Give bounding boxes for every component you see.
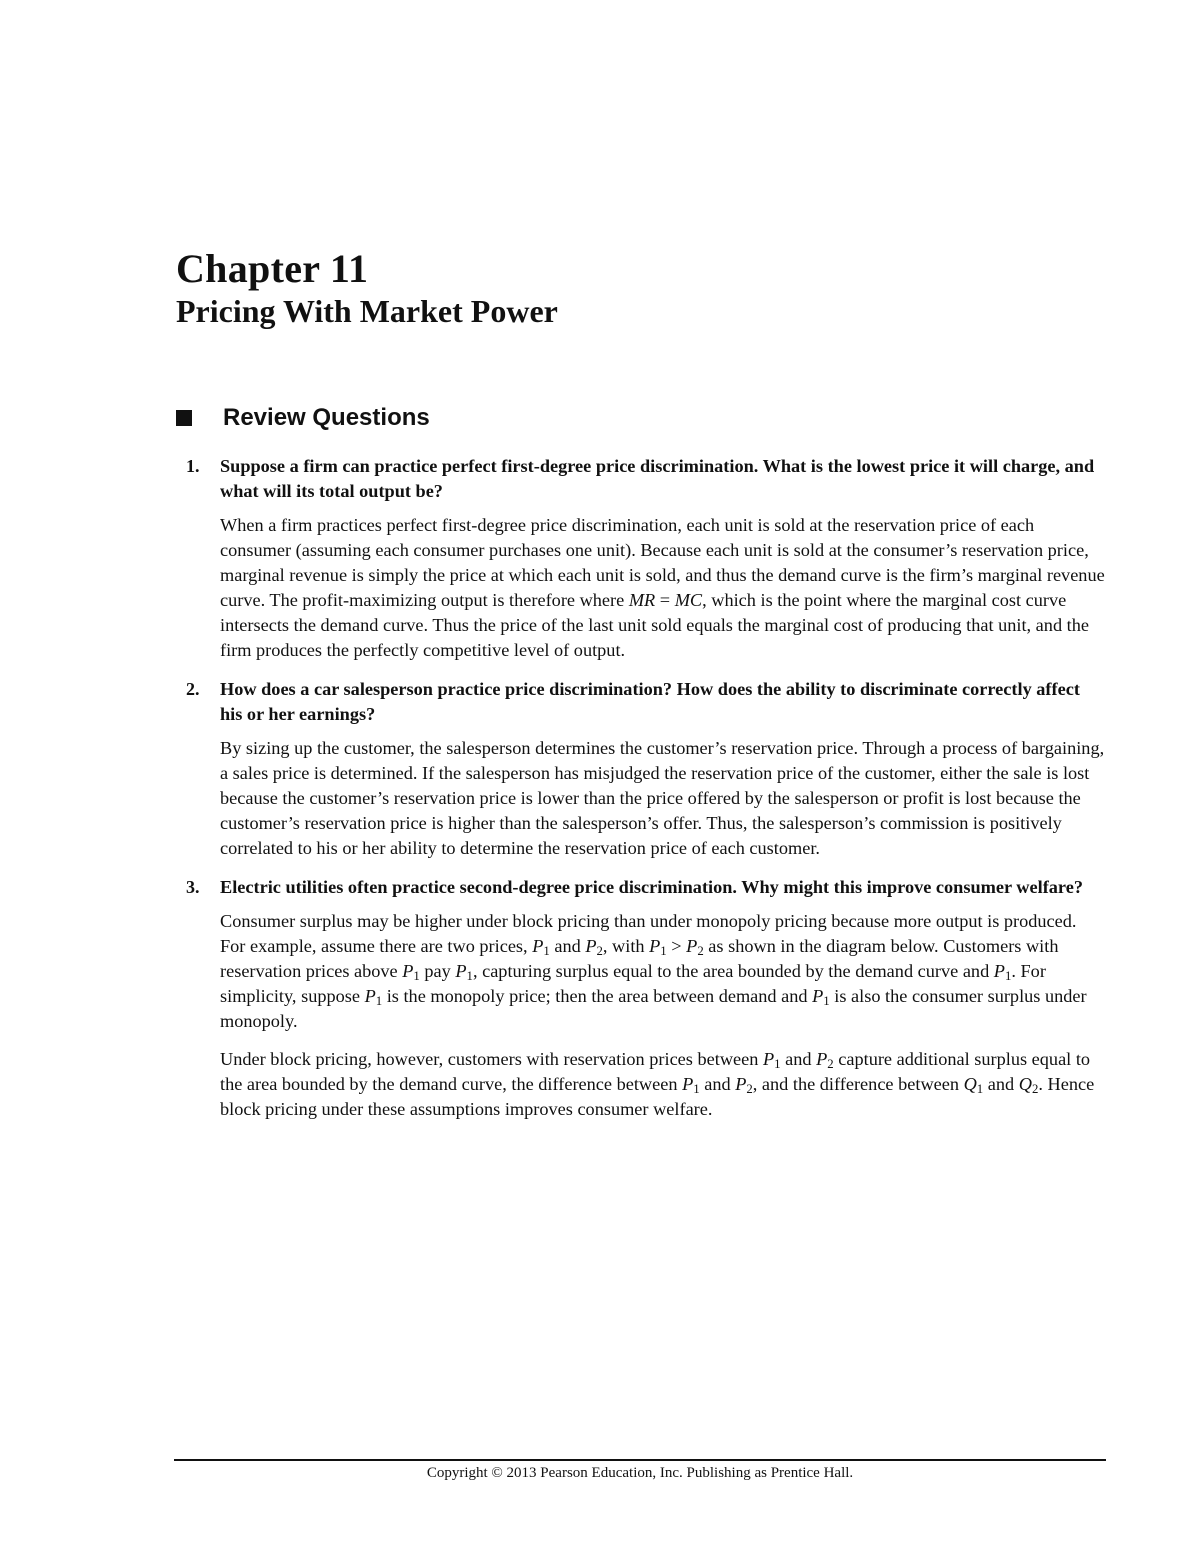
answer-text: capture additional surplus equal to the area bounded by the demand curve, the difference between: [220, 1049, 1091, 1094]
math-variable: P: [812, 986, 824, 1006]
subscript: 1: [375, 994, 383, 1009]
subscript: 2: [827, 1057, 834, 1072]
question-text: Suppose a firm can practice perfect first-degree price discrimination. What is the lowest price it will charge, and what will its total output be?: [220, 456, 1095, 501]
answer-text: Consumer surplus may be higher under block pricing than under monopoly pricing because more output is produced. For example, assume there are two prices,: [220, 911, 1077, 956]
answer-paragraph: By sizing up the customer, the salesperson determines the customer’s reservation price. Through a process of bargaining, a sales price is determined. If the salesperson has misjudged the reservation price of the customer, either the sale is lost because the customer’s reservation price is lower than the price offered by the salesperson or profit is lost because the customer’s reservation price is higher than the salesperson’s offer. Thus, the salesperson’s commission is positively correlated to his or her ability to determine the reservation price of each customer.: [220, 738, 1105, 858]
math-variable: P: [686, 936, 698, 956]
answer-text: as shown in the diagram below. Customers with reservation prices above: [220, 936, 1059, 981]
answer-text: and: [983, 1074, 1019, 1094]
math-variable: P: [649, 936, 661, 956]
answer-text: When a firm practices perfect first-degree price discrimination, each unit is sold at the reservation price of each consumer (assuming each consumer purchases one unit). Because each unit is sold at the consumer’s reservation price, marginal revenue is simply the price at which each unit is sold, and thus the demand curve is the firm’s marginal revenue curve. The profit-maximizing output is therefore where: [220, 515, 1105, 610]
math-variable: P: [682, 1074, 694, 1094]
question-number: 3.: [186, 877, 200, 897]
answer-text: , with: [602, 936, 650, 956]
section-heading-text: Review Questions: [223, 404, 430, 431]
answer-paragraph: [220, 513, 1106, 663]
chapter-title: Chapter 11: [176, 246, 369, 291]
question-item-1: [186, 454, 1106, 663]
answer-text: . Hence block pricing under these assumptions improves consumer welfare.: [220, 1074, 1095, 1119]
answer-text: is the monopoly price; then the area between demand and: [382, 986, 813, 1006]
answer-text: . For simplicity, suppose: [220, 961, 1046, 1006]
subscript: 2: [697, 944, 704, 959]
answer-text: , capturing surplus equal to the area bounded by the demand curve and: [472, 961, 994, 981]
math-variable: P: [993, 961, 1005, 981]
math-variable: P: [532, 936, 544, 956]
math-variable: P: [585, 936, 597, 956]
math-variable: Q: [1018, 1074, 1032, 1094]
subscript: 1: [823, 994, 830, 1009]
question-number: 1.: [186, 456, 200, 476]
answer-text: >: [666, 936, 687, 956]
chapter-subtitle: Pricing With Market Power: [176, 293, 558, 329]
subscript: 1: [693, 1082, 700, 1097]
math-variable: P: [735, 1074, 747, 1094]
subscript: 1: [466, 969, 473, 984]
answer-text: Under block pricing, however, customers with reservation prices between: [220, 1049, 763, 1069]
footer-divider: [174, 1459, 1106, 1461]
math-variable: P: [455, 961, 467, 981]
footer-copyright: Copyright © 2013 Pearson Education, Inc. Publishing as Prentice Hall.: [426, 1465, 854, 1481]
answer-paragraph: [220, 1047, 1106, 1122]
math-variable: Q: [963, 1074, 977, 1094]
answer-text: , and the difference between: [752, 1074, 964, 1094]
subscript: 1: [1004, 969, 1012, 984]
question-number: 2.: [186, 679, 200, 699]
question-item-2: [186, 677, 1106, 861]
answer-text: is also the consumer surplus under monopoly.: [220, 986, 1087, 1031]
review-questions-list: [186, 454, 1106, 1122]
question-text: How does a car salesperson practice price discrimination? How does the ability to discriminate correctly affect his or her earnings?: [220, 679, 1080, 724]
math-variable: P: [816, 1049, 828, 1069]
math-variable: P: [364, 986, 376, 1006]
subscript: 2: [746, 1082, 753, 1097]
answer-text: pay: [419, 961, 456, 981]
math-variable: P: [762, 1049, 775, 1069]
subscript: 1: [413, 969, 420, 984]
answer-text: , which is the point where the marginal cost curve intersects the demand curve. Thus the price of the last unit sold equals the marginal cost of producing that unit, and the firm produces the perfectly competitive level of output.: [220, 590, 1089, 660]
section-heading: [176, 402, 430, 434]
answer-paragraph: [220, 909, 1106, 1034]
subscript: 1: [976, 1082, 984, 1097]
answer-text: and: [699, 1074, 736, 1094]
math-variable: MR: [628, 590, 656, 610]
math-variable: P: [402, 961, 414, 981]
subscript: 1: [543, 944, 550, 959]
answer-text: =: [655, 590, 675, 610]
subscript: 1: [774, 1057, 781, 1072]
question-item-3: [186, 875, 1106, 1122]
subscript: 2: [596, 944, 603, 959]
math-variable: MC: [674, 590, 703, 610]
answer-text: and: [549, 936, 586, 956]
answer-text: and: [780, 1049, 817, 1069]
question-text: Electric utilities often practice second-degree price discrimination. Why might this improve consumer welfare?: [220, 877, 1083, 897]
square-bullet-icon: [176, 410, 192, 426]
subscript: 2: [1031, 1082, 1039, 1097]
subscript: 1: [660, 944, 667, 959]
